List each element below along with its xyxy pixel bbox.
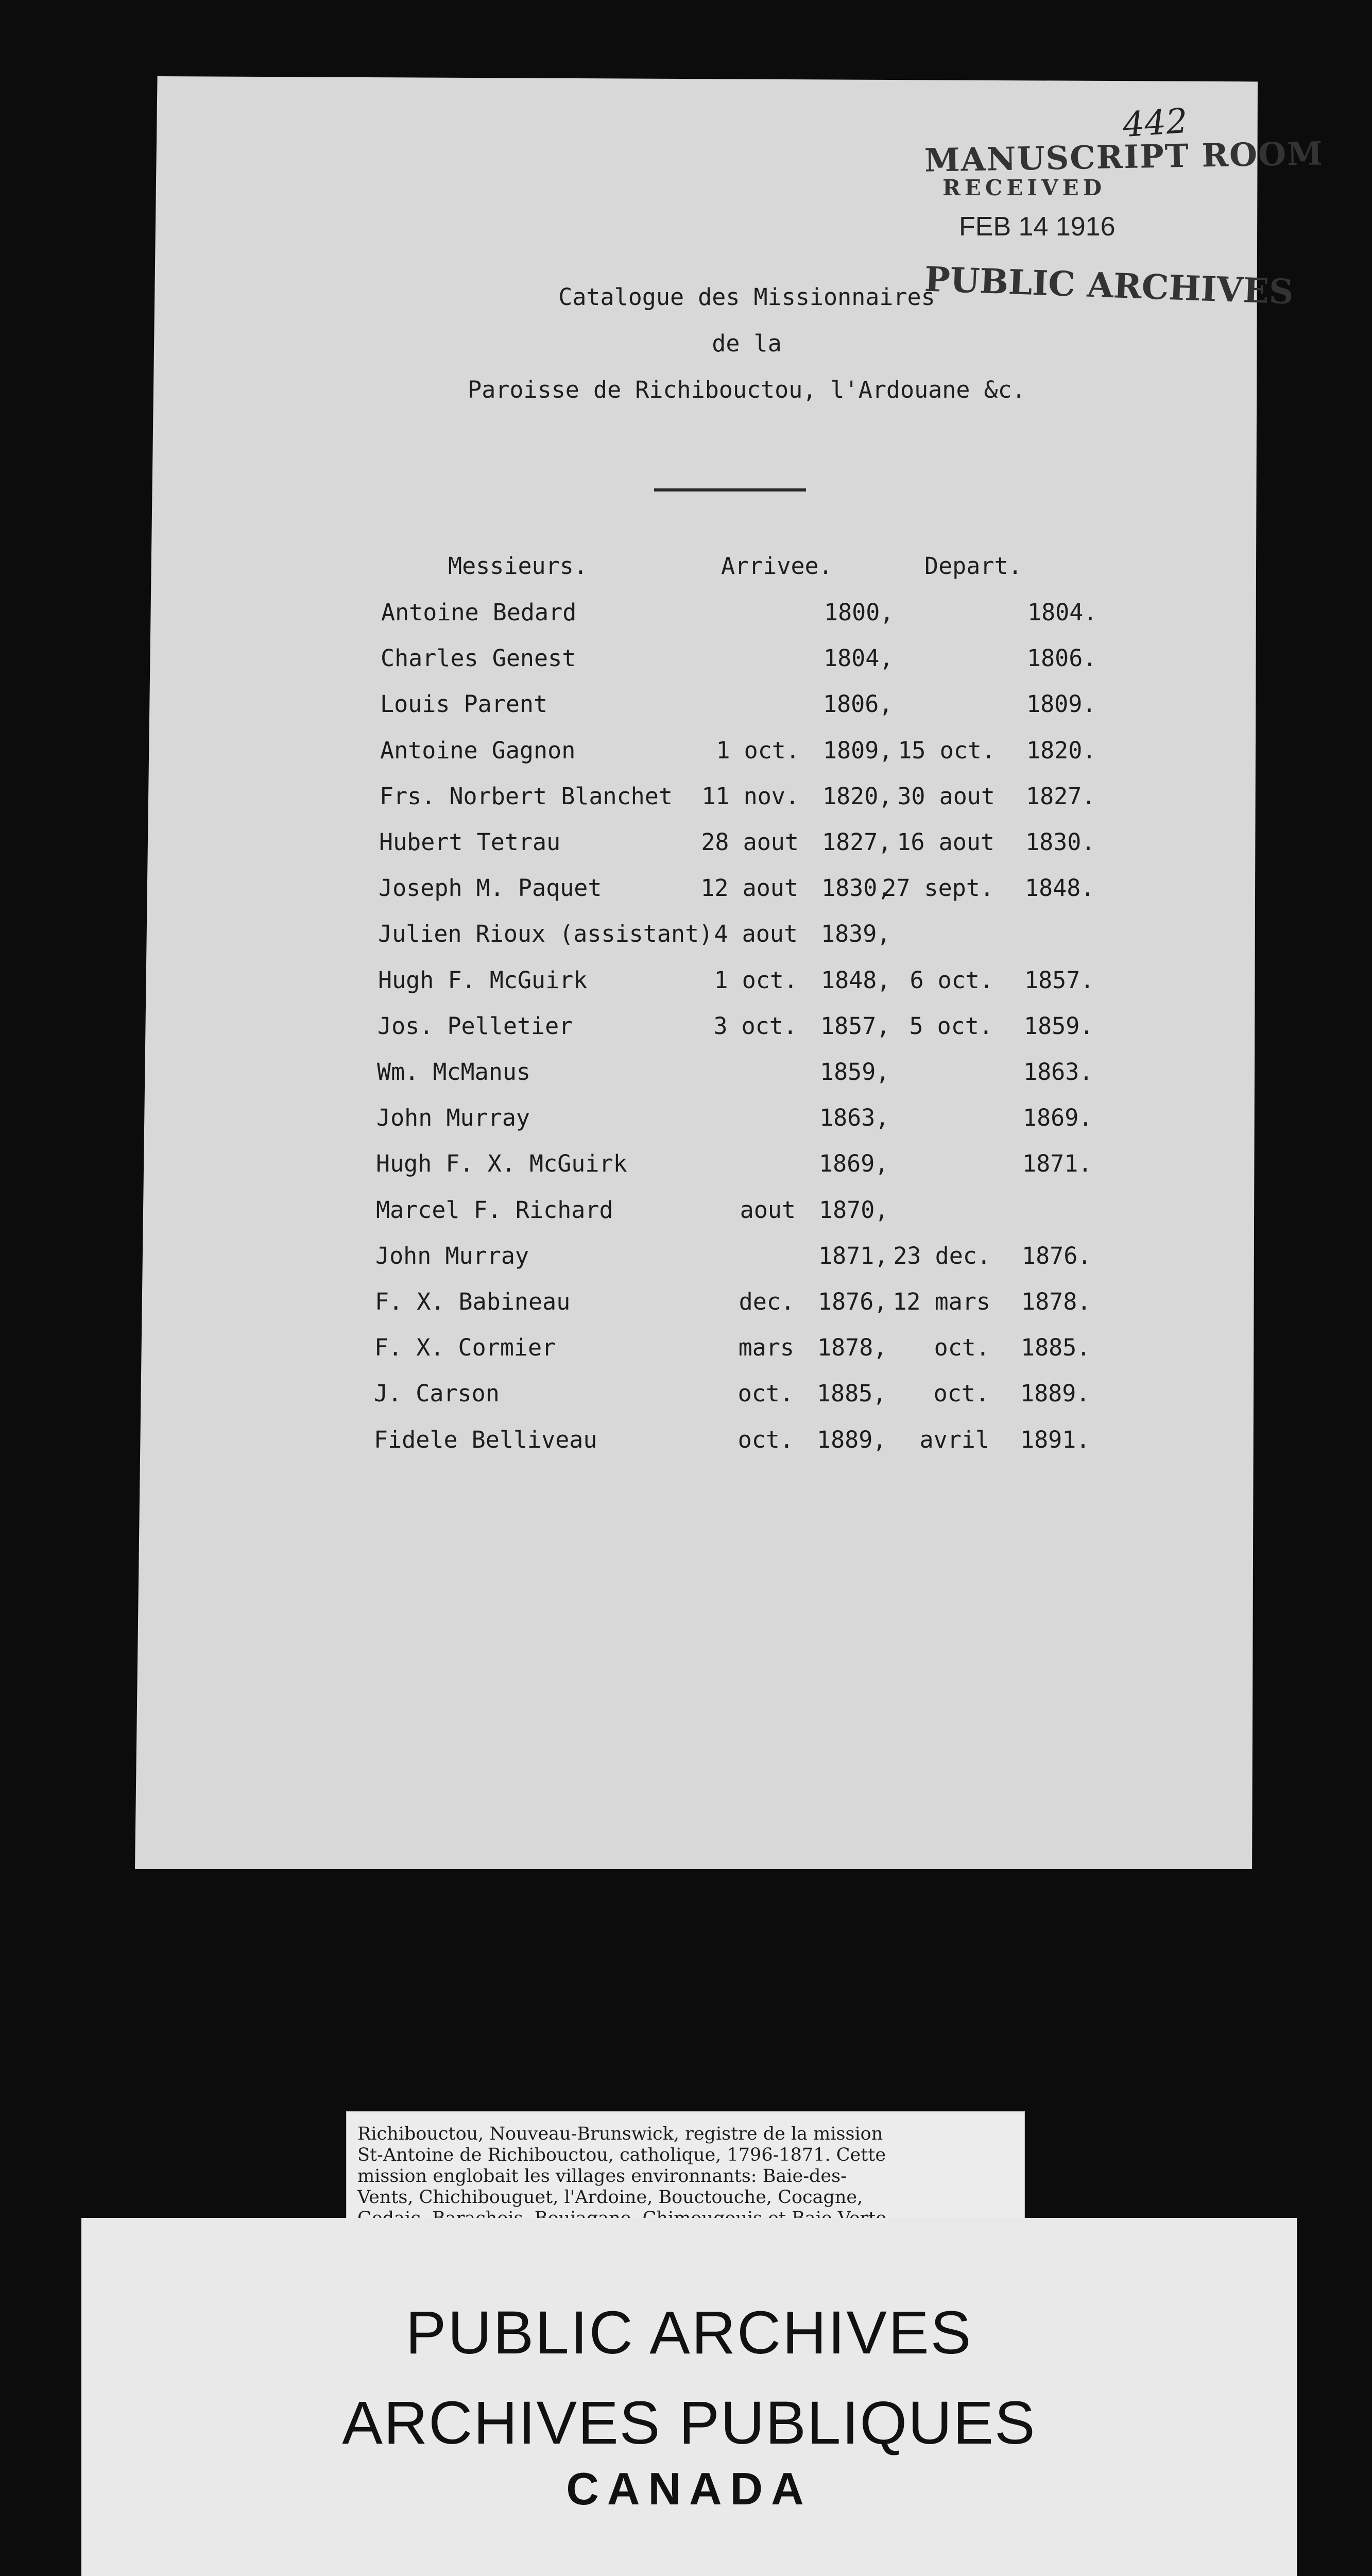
row-arrival-day: mars <box>738 1334 794 1361</box>
row-name: John Murray <box>376 1104 530 1131</box>
row-departure-day: 30 aout <box>897 783 995 810</box>
title-divider <box>654 488 806 492</box>
title-line-2: de la <box>712 330 782 357</box>
row-arrival-year: 1889, <box>817 1426 887 1453</box>
banner-public-archives: PUBLIC ARCHIVES <box>405 2299 973 2367</box>
stamp-public-archives: PUBLIC ARCHIVES <box>923 259 1294 312</box>
row-arrival-day: 11 nov. <box>701 783 799 810</box>
row-departure-day: avril <box>919 1426 989 1453</box>
row-arrival-year: 1827, <box>822 828 892 856</box>
row-name: Hugh F. X. McGuirk <box>376 1150 627 1177</box>
row-arrival-day: oct. <box>738 1380 794 1407</box>
archives-banner <box>81 2218 1297 2576</box>
row-arrival-year: 1869, <box>819 1150 889 1177</box>
row-departure-year: 1878. <box>1021 1288 1091 1315</box>
row-arrival-year: 1859, <box>820 1058 890 1086</box>
row-arrival-day: dec. <box>739 1288 795 1315</box>
row-arrival-day: 1 oct. <box>714 967 798 994</box>
row-arrival-year: 1820, <box>822 783 893 810</box>
header-arrival: Arrivee. <box>721 552 833 580</box>
row-departure-year: 1889. <box>1020 1380 1090 1407</box>
row-departure-year: 1830. <box>1025 828 1095 856</box>
row-arrival-year: 1878, <box>817 1334 887 1361</box>
row-departure-day: 5 oct. <box>909 1012 993 1040</box>
row-arrival-day: 4 aout <box>714 920 798 947</box>
row-arrival-day: 28 aout <box>701 828 799 856</box>
row-arrival-year: 1839, <box>821 920 891 947</box>
row-arrival-day: 3 oct. <box>713 1012 797 1040</box>
row-arrival-year: 1885, <box>817 1380 887 1407</box>
row-name: Antoine Bedard <box>381 599 577 626</box>
header-name: Messieurs. <box>448 552 588 580</box>
row-departure-day: 15 oct. <box>898 737 996 764</box>
row-arrival-year: 1809, <box>823 737 893 764</box>
banner-canada: CANADA <box>566 2463 812 2514</box>
row-departure-day: 27 sept. <box>882 874 994 902</box>
row-name: John Murray <box>375 1242 529 1269</box>
row-departure-year: 1809. <box>1026 690 1096 718</box>
row-departure-year: 1863. <box>1023 1058 1093 1086</box>
row-name: Hubert Tetrau <box>379 828 561 856</box>
row-departure-year: 1820. <box>1026 737 1096 764</box>
card-line: mission englobait les villages environnants: Baie-des- <box>357 2166 847 2187</box>
row-departure-day: 12 mars <box>893 1288 990 1315</box>
row-arrival-day: aout <box>740 1196 796 1224</box>
row-arrival-year: 1848, <box>821 967 891 994</box>
row-name: Joseph M. Paquet <box>379 874 602 902</box>
row-departure-year: 1859. <box>1024 1012 1094 1040</box>
row-name: Fidele Belliveau <box>374 1426 597 1453</box>
page-number: 442 <box>1121 100 1189 145</box>
row-arrival-day: 1 oct. <box>716 737 800 764</box>
row-arrival-day: 12 aout <box>700 874 798 902</box>
row-departure-year: 1869. <box>1023 1104 1093 1131</box>
banner-archives-publiques: ARCHIVES PUBLIQUES <box>342 2389 1036 2457</box>
row-departure-year: 1827. <box>1026 783 1096 810</box>
row-arrival-year: 1804, <box>824 645 894 672</box>
stamp-date: FEB 14 1916 <box>959 212 1116 242</box>
row-name: F. X. Cormier <box>374 1334 556 1361</box>
row-arrival-year: 1800, <box>824 599 894 626</box>
row-departure-year: 1848. <box>1025 874 1095 902</box>
row-arrival-year: 1876, <box>818 1288 888 1315</box>
stamp-received: RECEIVED <box>942 175 1106 200</box>
row-departure-year: 1806. <box>1027 645 1097 672</box>
row-departure-year: 1885. <box>1021 1334 1091 1361</box>
row-arrival-year: 1806, <box>823 690 893 718</box>
row-name: Julien Rioux (assistant) <box>378 920 713 947</box>
row-departure-year: 1891. <box>1020 1426 1090 1453</box>
row-name: Antoine Gagnon <box>380 737 576 764</box>
row-arrival-year: 1857, <box>820 1012 890 1040</box>
title-line-3: Paroisse de Richibouctou, l'Ardouane &c. <box>468 376 1026 403</box>
row-name: Charles Genest <box>381 645 576 672</box>
row-name: Wm. McManus <box>377 1058 531 1086</box>
row-departure-year: 1871. <box>1022 1150 1092 1177</box>
row-arrival-year: 1870, <box>819 1196 889 1224</box>
row-arrival-year: 1830, <box>821 874 891 902</box>
row-departure-day: oct. <box>933 1380 989 1407</box>
row-name: Marcel F. Richard <box>376 1196 613 1224</box>
row-name: Frs. Norbert Blanchet <box>380 783 673 810</box>
row-departure-year: 1804. <box>1027 599 1097 626</box>
row-name: J. Carson <box>374 1380 500 1407</box>
row-departure-year: 1857. <box>1024 967 1094 994</box>
row-departure-day: oct. <box>934 1334 990 1361</box>
card-line: St-Antoine de Richibouctou, catholique, 1796-1871. Cette <box>357 2145 886 2165</box>
row-name: Louis Parent <box>380 690 548 718</box>
row-name: Hugh F. McGuirk <box>378 967 588 994</box>
row-arrival-year: 1871, <box>818 1242 888 1269</box>
row-name: Jos. Pelletier <box>378 1012 573 1040</box>
row-departure-day: 16 aout <box>897 828 994 856</box>
stamp-manuscript-room: MANUSCRIPT ROOM <box>924 134 1324 179</box>
card-line: Richibouctou, Nouveau-Brunswick, registre de la mission <box>357 2124 883 2144</box>
header-departure: Depart. <box>924 552 1022 580</box>
card-line: Vents, Chichibouguet, l'Ardoine, Bouctouche, Cocagne, <box>357 2187 863 2208</box>
row-departure-year: 1876. <box>1022 1242 1092 1269</box>
row-arrival-day: oct. <box>738 1426 794 1453</box>
row-name: F. X. Babineau <box>375 1288 571 1315</box>
row-departure-day: 23 dec. <box>893 1242 991 1269</box>
row-arrival-year: 1863, <box>819 1104 889 1131</box>
row-departure-day: 6 oct. <box>910 967 993 994</box>
title-line-1: Catalogue des Missionnaires <box>558 283 935 311</box>
